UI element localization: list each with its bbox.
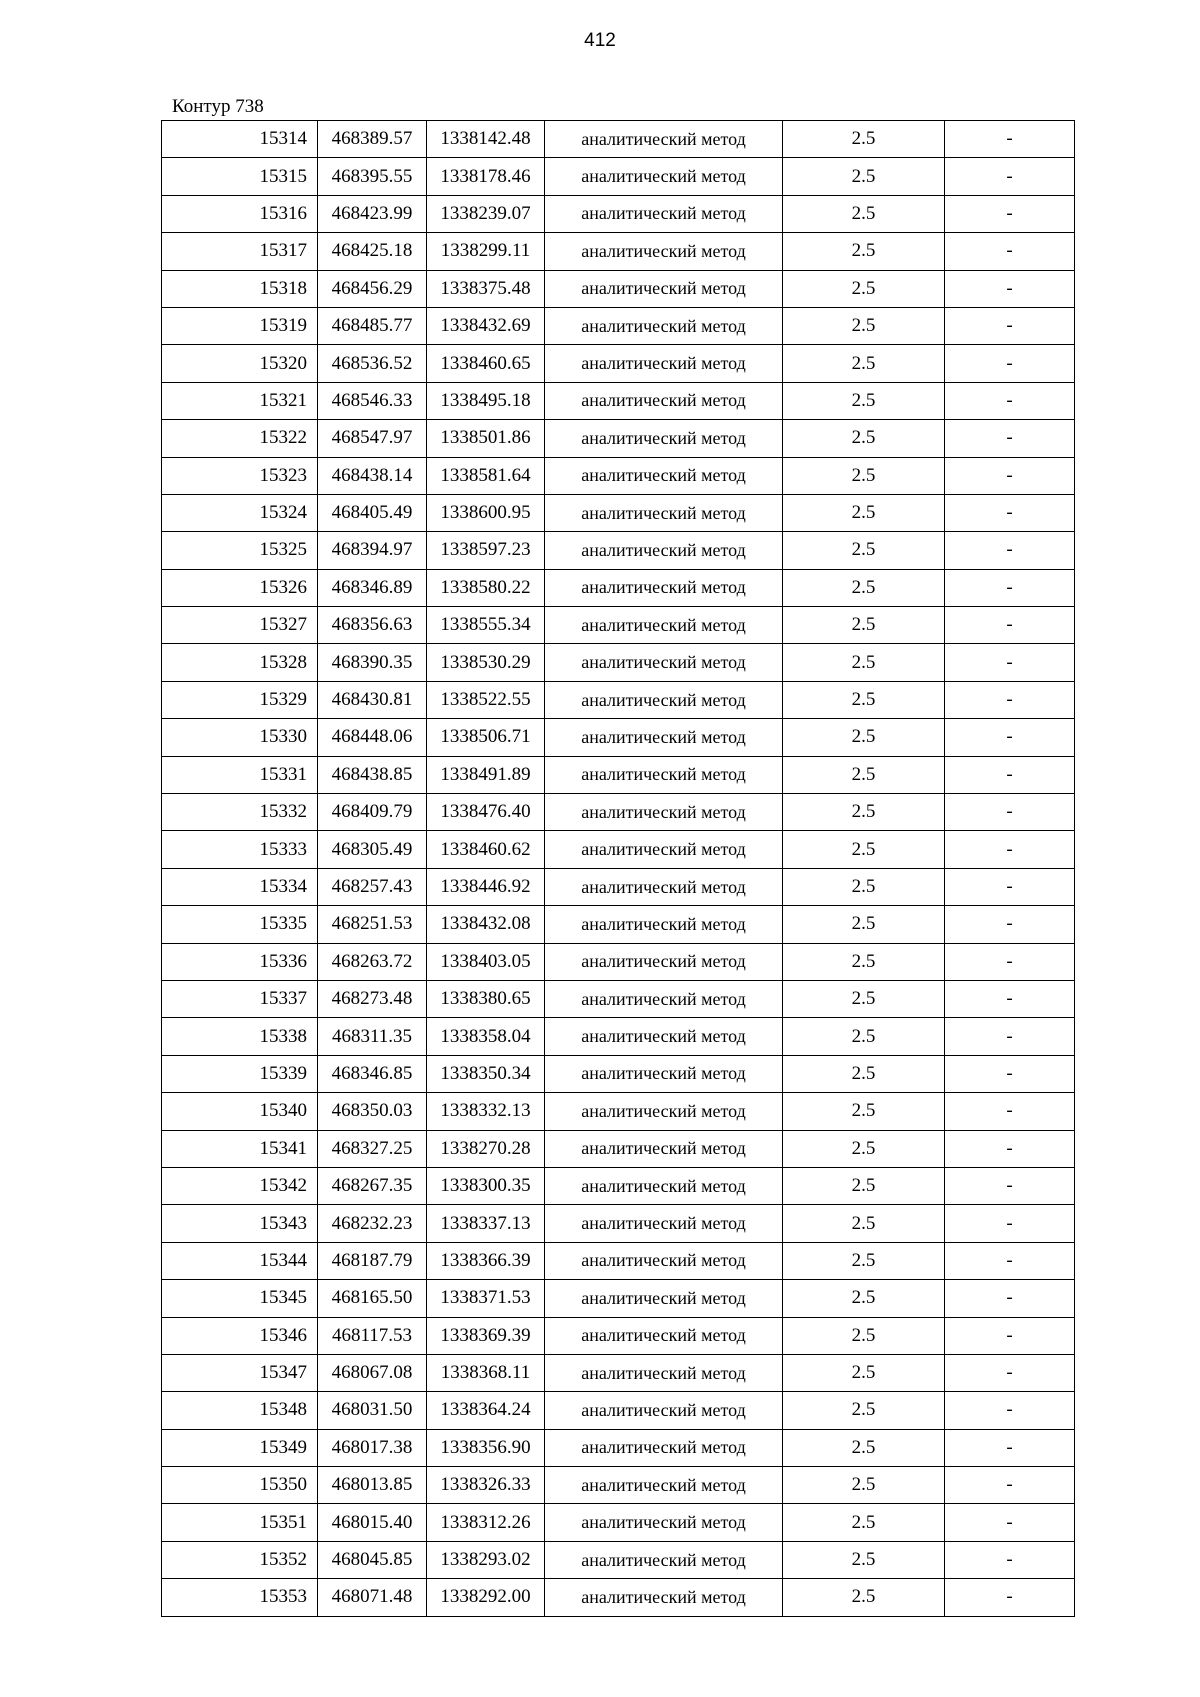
method-cell: аналитический метод [545,681,783,718]
table-row [162,1242,1075,1279]
table-row [162,1055,1075,1092]
method-cell: аналитический метод [545,868,783,905]
x-coordinate-cell: 468117.53 [318,1317,427,1354]
x-coordinate-cell: 468395.55 [318,158,427,195]
description-cell: - [945,906,1075,943]
table-row [162,906,1075,943]
description-cell: - [945,1541,1075,1578]
y-coordinate-cell: 1338371.53 [427,1280,545,1317]
x-coordinate-cell: 468448.06 [318,719,427,756]
point-number-cell: 15346 [162,1317,318,1354]
method-cell: аналитический метод [545,756,783,793]
method-cell: аналитический метод [545,1130,783,1167]
x-coordinate-cell: 468536.52 [318,345,427,382]
table-row [162,1093,1075,1130]
description-cell: - [945,1167,1075,1204]
description-cell: - [945,644,1075,681]
method-cell: аналитический метод [545,794,783,831]
x-coordinate-cell: 468015.40 [318,1504,427,1541]
precision-cell: 2.5 [783,195,945,232]
page-number: 412 [584,30,616,51]
point-number-cell: 15345 [162,1280,318,1317]
description-cell: - [945,980,1075,1017]
table-row [162,868,1075,905]
x-coordinate-cell: 468251.53 [318,906,427,943]
method-cell: аналитический метод [545,1579,783,1616]
method-cell: аналитический метод [545,1392,783,1429]
x-coordinate-cell: 468390.35 [318,644,427,681]
method-cell: аналитический метод [545,382,783,419]
method-cell: аналитический метод [545,831,783,868]
x-coordinate-cell: 468438.85 [318,756,427,793]
description-cell: - [945,756,1075,793]
description-cell: - [945,943,1075,980]
y-coordinate-cell: 1338380.65 [427,980,545,1017]
y-coordinate-cell: 1338239.07 [427,195,545,232]
point-number-cell: 15318 [162,270,318,307]
description-cell: - [945,831,1075,868]
table-row [162,121,1075,158]
description-cell: - [945,1242,1075,1279]
method-cell: аналитический метод [545,158,783,195]
description-cell: - [945,307,1075,344]
y-coordinate-cell: 1338580.22 [427,569,545,606]
table-row [162,831,1075,868]
y-coordinate-cell: 1338364.24 [427,1392,545,1429]
precision-cell: 2.5 [783,494,945,531]
table-row [162,943,1075,980]
x-coordinate-cell: 468438.14 [318,457,427,494]
description-cell: - [945,345,1075,382]
x-coordinate-cell: 468232.23 [318,1205,427,1242]
description-cell: - [945,420,1075,457]
method-cell: аналитический метод [545,569,783,606]
point-number-cell: 15333 [162,831,318,868]
precision-cell: 2.5 [783,121,945,158]
point-number-cell: 15328 [162,644,318,681]
x-coordinate-cell: 468485.77 [318,307,427,344]
x-coordinate-cell: 468045.85 [318,1541,427,1578]
method-cell: аналитический метод [545,1467,783,1504]
x-coordinate-cell: 468389.57 [318,121,427,158]
x-coordinate-cell: 468430.81 [318,681,427,718]
precision-cell: 2.5 [783,457,945,494]
method-cell: аналитический метод [545,1354,783,1391]
precision-cell: 2.5 [783,345,945,382]
x-coordinate-cell: 468425.18 [318,233,427,270]
point-number-cell: 15342 [162,1167,318,1204]
coordinates-table-body [162,121,1075,1617]
y-coordinate-cell: 1338432.08 [427,906,545,943]
table-row [162,270,1075,307]
y-coordinate-cell: 1338300.35 [427,1167,545,1204]
table-row [162,569,1075,606]
x-coordinate-cell: 468267.35 [318,1167,427,1204]
point-number-cell: 15353 [162,1579,318,1616]
point-number-cell: 15348 [162,1392,318,1429]
y-coordinate-cell: 1338476.40 [427,794,545,831]
table-row [162,494,1075,531]
y-coordinate-cell: 1338178.46 [427,158,545,195]
x-coordinate-cell: 468356.63 [318,607,427,644]
precision-cell: 2.5 [783,980,945,1017]
x-coordinate-cell: 468273.48 [318,980,427,1017]
precision-cell: 2.5 [783,868,945,905]
y-coordinate-cell: 1338375.48 [427,270,545,307]
precision-cell: 2.5 [783,1280,945,1317]
method-cell: аналитический метод [545,345,783,382]
precision-cell: 2.5 [783,382,945,419]
description-cell: - [945,681,1075,718]
method-cell: аналитический метод [545,457,783,494]
point-number-cell: 15336 [162,943,318,980]
method-cell: аналитический метод [545,420,783,457]
x-coordinate-cell: 468546.33 [318,382,427,419]
method-cell: аналитический метод [545,1093,783,1130]
table-row [162,233,1075,270]
point-number-cell: 15320 [162,345,318,382]
y-coordinate-cell: 1338358.04 [427,1018,545,1055]
point-number-cell: 15322 [162,420,318,457]
precision-cell: 2.5 [783,906,945,943]
x-coordinate-cell: 468311.35 [318,1018,427,1055]
description-cell: - [945,1504,1075,1541]
precision-cell: 2.5 [783,719,945,756]
y-coordinate-cell: 1338446.92 [427,868,545,905]
method-cell: аналитический метод [545,532,783,569]
contour-title: Контур 738 [172,96,264,117]
precision-cell: 2.5 [783,532,945,569]
table-row [162,644,1075,681]
point-number-cell: 15321 [162,382,318,419]
y-coordinate-cell: 1338292.00 [427,1579,545,1616]
point-number-cell: 15335 [162,906,318,943]
precision-cell: 2.5 [783,1093,945,1130]
point-number-cell: 15340 [162,1093,318,1130]
y-coordinate-cell: 1338366.39 [427,1242,545,1279]
method-cell: аналитический метод [545,1317,783,1354]
precision-cell: 2.5 [783,1055,945,1092]
table-row [162,1280,1075,1317]
x-coordinate-cell: 468305.49 [318,831,427,868]
point-number-cell: 15319 [162,307,318,344]
description-cell: - [945,1055,1075,1092]
y-coordinate-cell: 1338530.29 [427,644,545,681]
x-coordinate-cell: 468394.97 [318,532,427,569]
y-coordinate-cell: 1338368.11 [427,1354,545,1391]
point-number-cell: 15337 [162,980,318,1017]
description-cell: - [945,569,1075,606]
table-row [162,1130,1075,1167]
table-row [162,607,1075,644]
y-coordinate-cell: 1338270.28 [427,1130,545,1167]
point-number-cell: 15316 [162,195,318,232]
point-number-cell: 15315 [162,158,318,195]
table-row [162,756,1075,793]
y-coordinate-cell: 1338332.13 [427,1093,545,1130]
description-cell: - [945,382,1075,419]
precision-cell: 2.5 [783,307,945,344]
description-cell: - [945,494,1075,531]
precision-cell: 2.5 [783,1130,945,1167]
description-cell: - [945,1392,1075,1429]
x-coordinate-cell: 468346.85 [318,1055,427,1092]
point-number-cell: 15332 [162,794,318,831]
precision-cell: 2.5 [783,1579,945,1616]
x-coordinate-cell: 468071.48 [318,1579,427,1616]
method-cell: аналитический метод [545,1541,783,1578]
x-coordinate-cell: 468327.25 [318,1130,427,1167]
method-cell: аналитический метод [545,121,783,158]
y-coordinate-cell: 1338506.71 [427,719,545,756]
table-row [162,1467,1075,1504]
method-cell: аналитический метод [545,1055,783,1092]
point-number-cell: 15325 [162,532,318,569]
precision-cell: 2.5 [783,233,945,270]
description-cell: - [945,270,1075,307]
precision-cell: 2.5 [783,1467,945,1504]
description-cell: - [945,158,1075,195]
y-coordinate-cell: 1338142.48 [427,121,545,158]
point-number-cell: 15317 [162,233,318,270]
description-cell: - [945,1354,1075,1391]
method-cell: аналитический метод [545,1018,783,1055]
precision-cell: 2.5 [783,607,945,644]
precision-cell: 2.5 [783,1504,945,1541]
description-cell: - [945,1018,1075,1055]
method-cell: аналитический метод [545,644,783,681]
point-number-cell: 15343 [162,1205,318,1242]
precision-cell: 2.5 [783,644,945,681]
y-coordinate-cell: 1338337.13 [427,1205,545,1242]
precision-cell: 2.5 [783,1205,945,1242]
method-cell: аналитический метод [545,1167,783,1204]
table-row [162,307,1075,344]
method-cell: аналитический метод [545,233,783,270]
precision-cell: 2.5 [783,1317,945,1354]
method-cell: аналитический метод [545,906,783,943]
y-coordinate-cell: 1338312.26 [427,1504,545,1541]
point-number-cell: 15331 [162,756,318,793]
table-row [162,1205,1075,1242]
precision-cell: 2.5 [783,794,945,831]
y-coordinate-cell: 1338369.39 [427,1317,545,1354]
table-row [162,457,1075,494]
description-cell: - [945,233,1075,270]
x-coordinate-cell: 468017.38 [318,1429,427,1466]
x-coordinate-cell: 468547.97 [318,420,427,457]
point-number-cell: 15352 [162,1541,318,1578]
precision-cell: 2.5 [783,756,945,793]
y-coordinate-cell: 1338491.89 [427,756,545,793]
precision-cell: 2.5 [783,270,945,307]
description-cell: - [945,794,1075,831]
y-coordinate-cell: 1338597.23 [427,532,545,569]
method-cell: аналитический метод [545,980,783,1017]
x-coordinate-cell: 468263.72 [318,943,427,980]
description-cell: - [945,1467,1075,1504]
y-coordinate-cell: 1338460.62 [427,831,545,868]
x-coordinate-cell: 468067.08 [318,1354,427,1391]
y-coordinate-cell: 1338581.64 [427,457,545,494]
precision-cell: 2.5 [783,1018,945,1055]
y-coordinate-cell: 1338432.69 [427,307,545,344]
y-coordinate-cell: 1338460.65 [427,345,545,382]
precision-cell: 2.5 [783,420,945,457]
table-row [162,681,1075,718]
table-row [162,345,1075,382]
table-row [162,1504,1075,1541]
method-cell: аналитический метод [545,494,783,531]
point-number-cell: 15329 [162,681,318,718]
point-number-cell: 15324 [162,494,318,531]
y-coordinate-cell: 1338299.11 [427,233,545,270]
method-cell: аналитический метод [545,943,783,980]
y-coordinate-cell: 1338326.33 [427,1467,545,1504]
table-row [162,158,1075,195]
coordinates-table [161,120,1075,1617]
description-cell: - [945,121,1075,158]
table-row [162,794,1075,831]
method-cell: аналитический метод [545,307,783,344]
x-coordinate-cell: 468456.29 [318,270,427,307]
precision-cell: 2.5 [783,1392,945,1429]
table-row [162,1579,1075,1616]
description-cell: - [945,1317,1075,1354]
point-number-cell: 15326 [162,569,318,606]
point-number-cell: 15327 [162,607,318,644]
table-row [162,532,1075,569]
table-row [162,195,1075,232]
point-number-cell: 15314 [162,121,318,158]
method-cell: аналитический метод [545,195,783,232]
table-row [162,1317,1075,1354]
point-number-cell: 15350 [162,1467,318,1504]
precision-cell: 2.5 [783,1167,945,1204]
y-coordinate-cell: 1338501.86 [427,420,545,457]
x-coordinate-cell: 468350.03 [318,1093,427,1130]
precision-cell: 2.5 [783,831,945,868]
precision-cell: 2.5 [783,1541,945,1578]
description-cell: - [945,607,1075,644]
table-row [162,719,1075,756]
table-row [162,980,1075,1017]
point-number-cell: 15339 [162,1055,318,1092]
method-cell: аналитический метод [545,1429,783,1466]
precision-cell: 2.5 [783,681,945,718]
precision-cell: 2.5 [783,943,945,980]
y-coordinate-cell: 1338495.18 [427,382,545,419]
table-row [162,1429,1075,1466]
method-cell: аналитический метод [545,270,783,307]
description-cell: - [945,1205,1075,1242]
precision-cell: 2.5 [783,158,945,195]
y-coordinate-cell: 1338522.55 [427,681,545,718]
y-coordinate-cell: 1338555.34 [427,607,545,644]
description-cell: - [945,868,1075,905]
x-coordinate-cell: 468423.99 [318,195,427,232]
description-cell: - [945,1579,1075,1616]
table-row [162,1541,1075,1578]
method-cell: аналитический метод [545,1504,783,1541]
point-number-cell: 15347 [162,1354,318,1391]
precision-cell: 2.5 [783,1429,945,1466]
table-row [162,1354,1075,1391]
description-cell: - [945,195,1075,232]
table-row [162,420,1075,457]
description-cell: - [945,457,1075,494]
precision-cell: 2.5 [783,1354,945,1391]
point-number-cell: 15344 [162,1242,318,1279]
point-number-cell: 15334 [162,868,318,905]
description-cell: - [945,1429,1075,1466]
point-number-cell: 15351 [162,1504,318,1541]
table-row [162,1392,1075,1429]
x-coordinate-cell: 468405.49 [318,494,427,531]
x-coordinate-cell: 468257.43 [318,868,427,905]
table-row [162,1018,1075,1055]
y-coordinate-cell: 1338350.34 [427,1055,545,1092]
method-cell: аналитический метод [545,1205,783,1242]
y-coordinate-cell: 1338600.95 [427,494,545,531]
point-number-cell: 15338 [162,1018,318,1055]
y-coordinate-cell: 1338293.02 [427,1541,545,1578]
description-cell: - [945,532,1075,569]
x-coordinate-cell: 468409.79 [318,794,427,831]
x-coordinate-cell: 468013.85 [318,1467,427,1504]
description-cell: - [945,719,1075,756]
point-number-cell: 15349 [162,1429,318,1466]
point-number-cell: 15330 [162,719,318,756]
table-row [162,382,1075,419]
x-coordinate-cell: 468031.50 [318,1392,427,1429]
method-cell: аналитический метод [545,1280,783,1317]
method-cell: аналитический метод [545,719,783,756]
method-cell: аналитический метод [545,1242,783,1279]
x-coordinate-cell: 468187.79 [318,1242,427,1279]
description-cell: - [945,1130,1075,1167]
x-coordinate-cell: 468165.50 [318,1280,427,1317]
precision-cell: 2.5 [783,1242,945,1279]
method-cell: аналитический метод [545,607,783,644]
table-row [162,1167,1075,1204]
x-coordinate-cell: 468346.89 [318,569,427,606]
point-number-cell: 15323 [162,457,318,494]
description-cell: - [945,1280,1075,1317]
y-coordinate-cell: 1338356.90 [427,1429,545,1466]
y-coordinate-cell: 1338403.05 [427,943,545,980]
description-cell: - [945,1093,1075,1130]
precision-cell: 2.5 [783,569,945,606]
point-number-cell: 15341 [162,1130,318,1167]
